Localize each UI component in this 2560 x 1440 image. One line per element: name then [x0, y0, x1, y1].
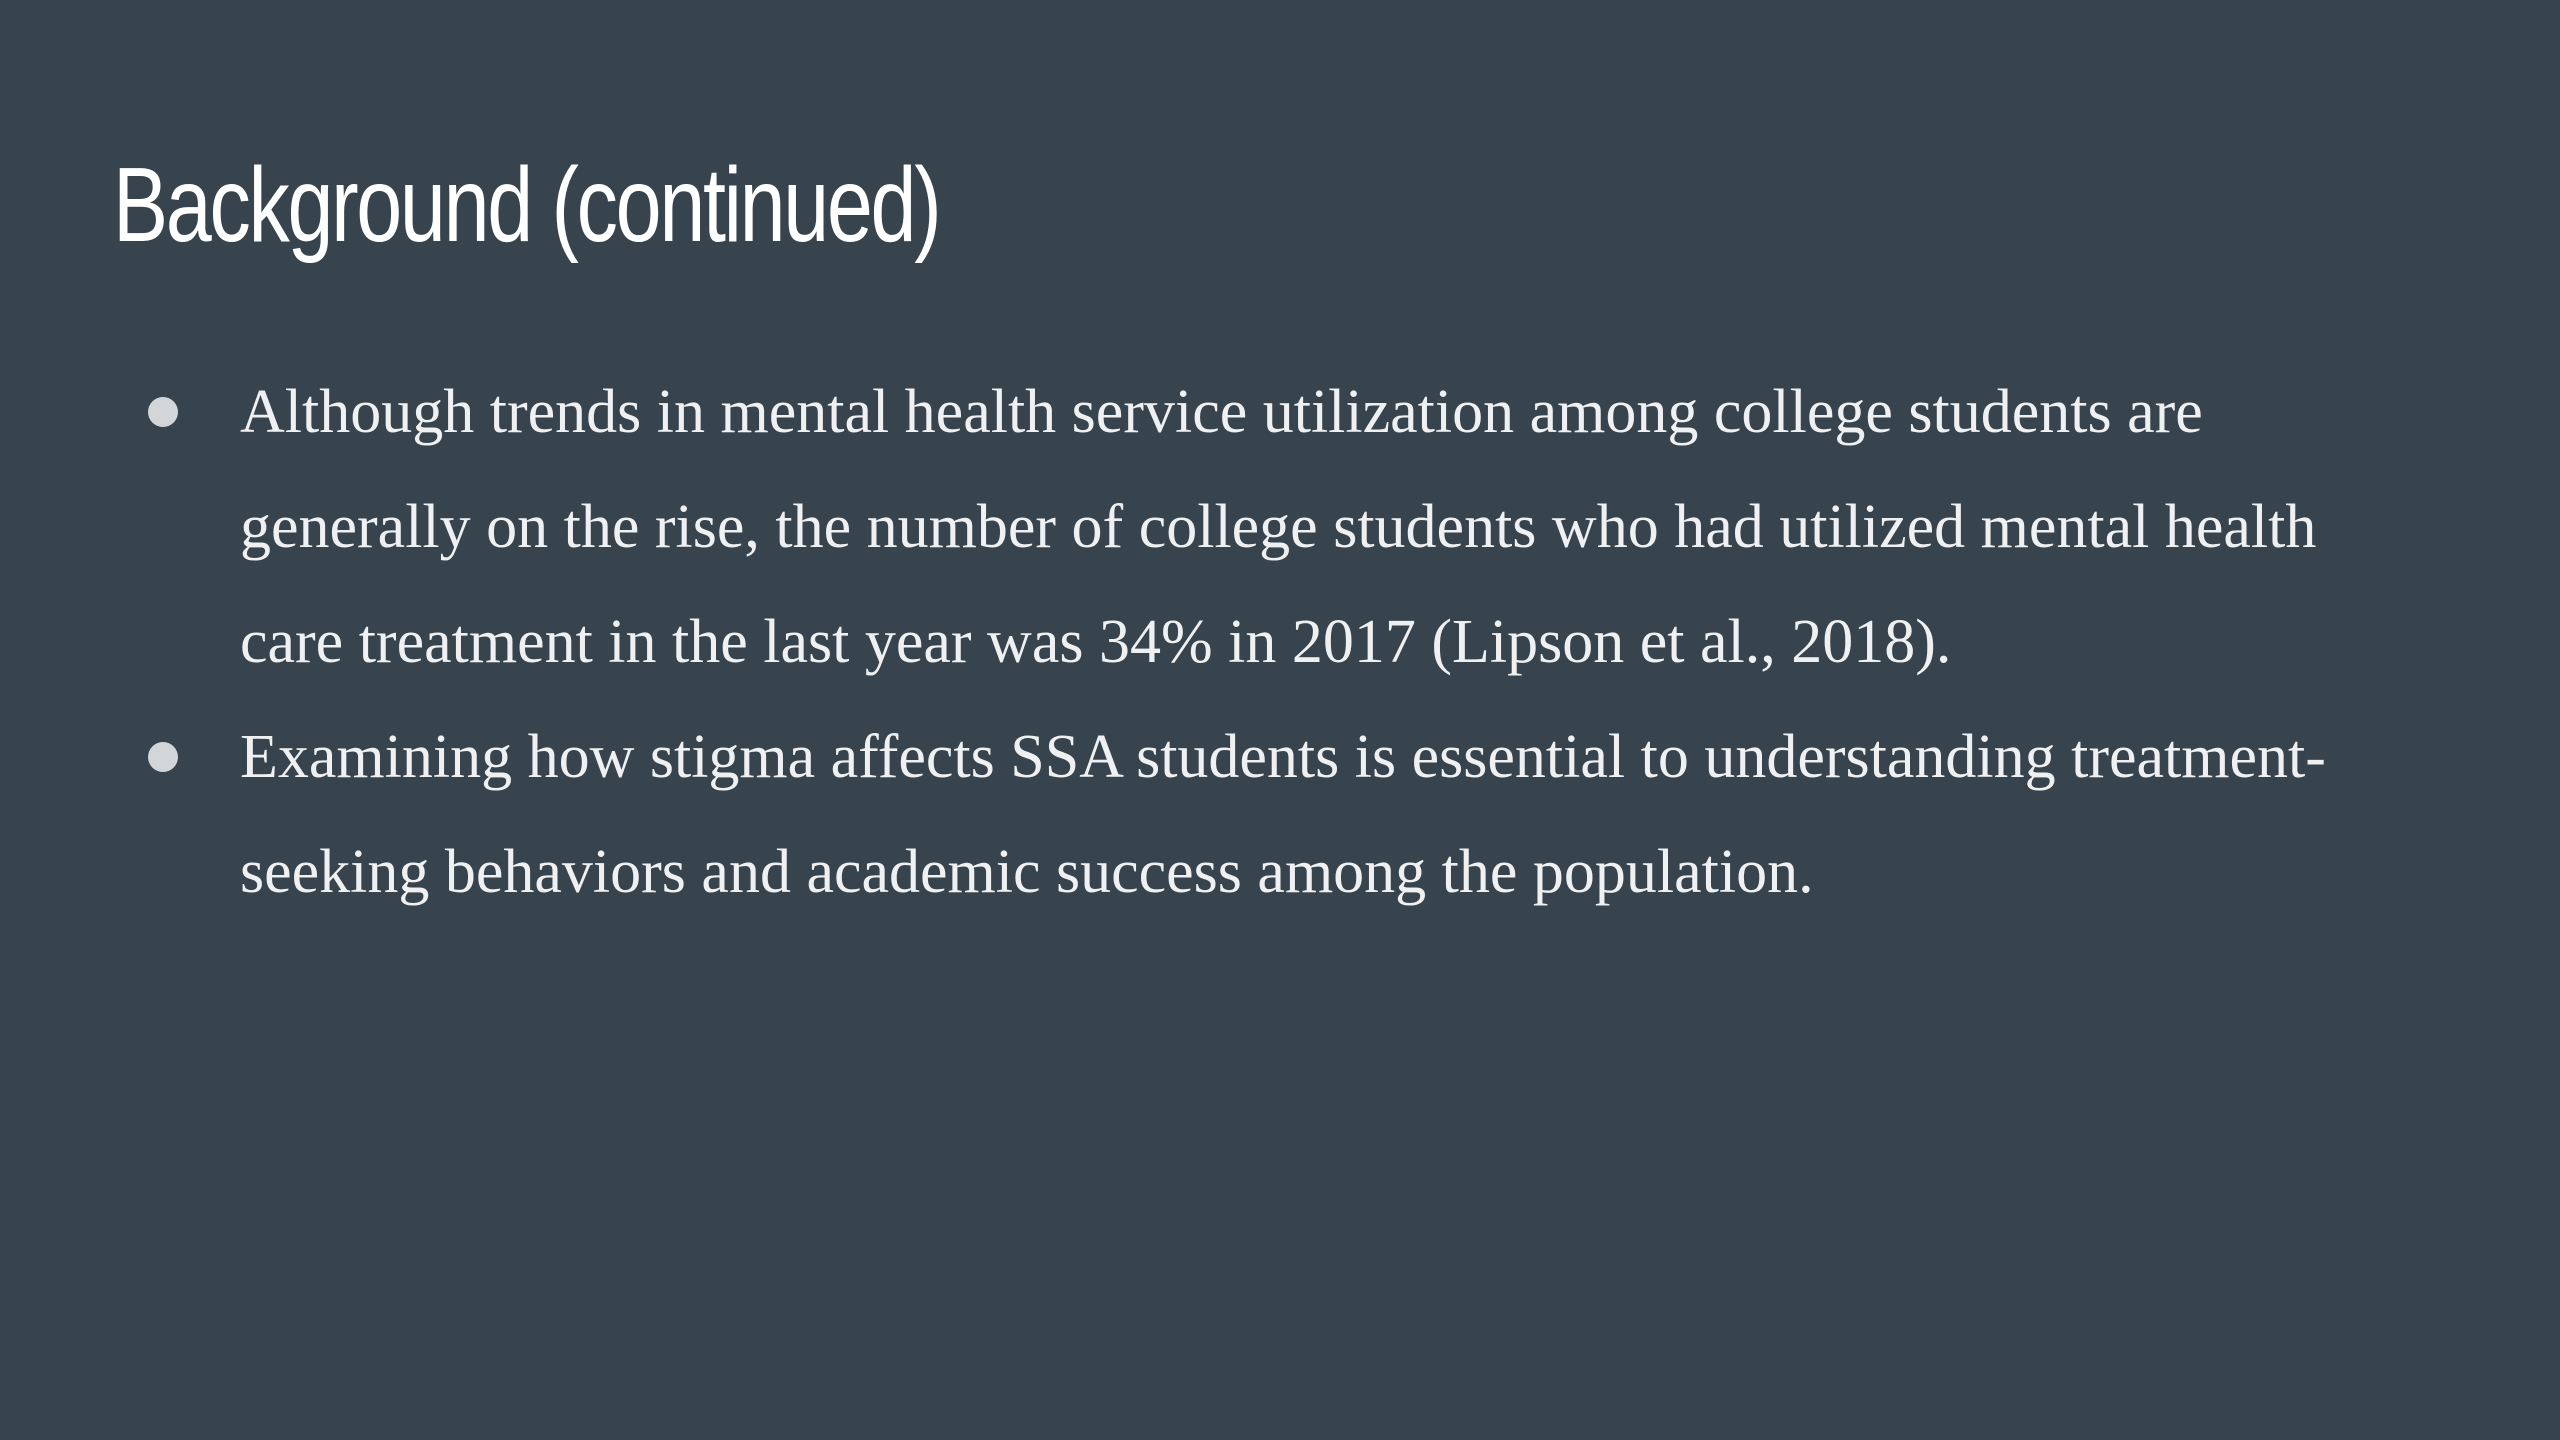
bullet-text: Examining how stigma affects SSA students is essential to understanding treatment-seeking behaviors and academic success among the population.: [240, 723, 2326, 906]
bullet-point-icon: [148, 742, 178, 772]
bullet-item: [240, 355, 2420, 700]
slide-title: Background (continued): [113, 146, 940, 264]
bullet-item: [240, 700, 2420, 930]
bullet-list: [240, 355, 2420, 930]
bullet-text: Although trends in mental health service utilization among college students are generally on the rise, the number of college students who had utilized mental health care treatment in the last year was 34% in 2017 (Lipson et al., 2018).: [240, 378, 2317, 676]
bullet-point-icon: [148, 397, 178, 427]
